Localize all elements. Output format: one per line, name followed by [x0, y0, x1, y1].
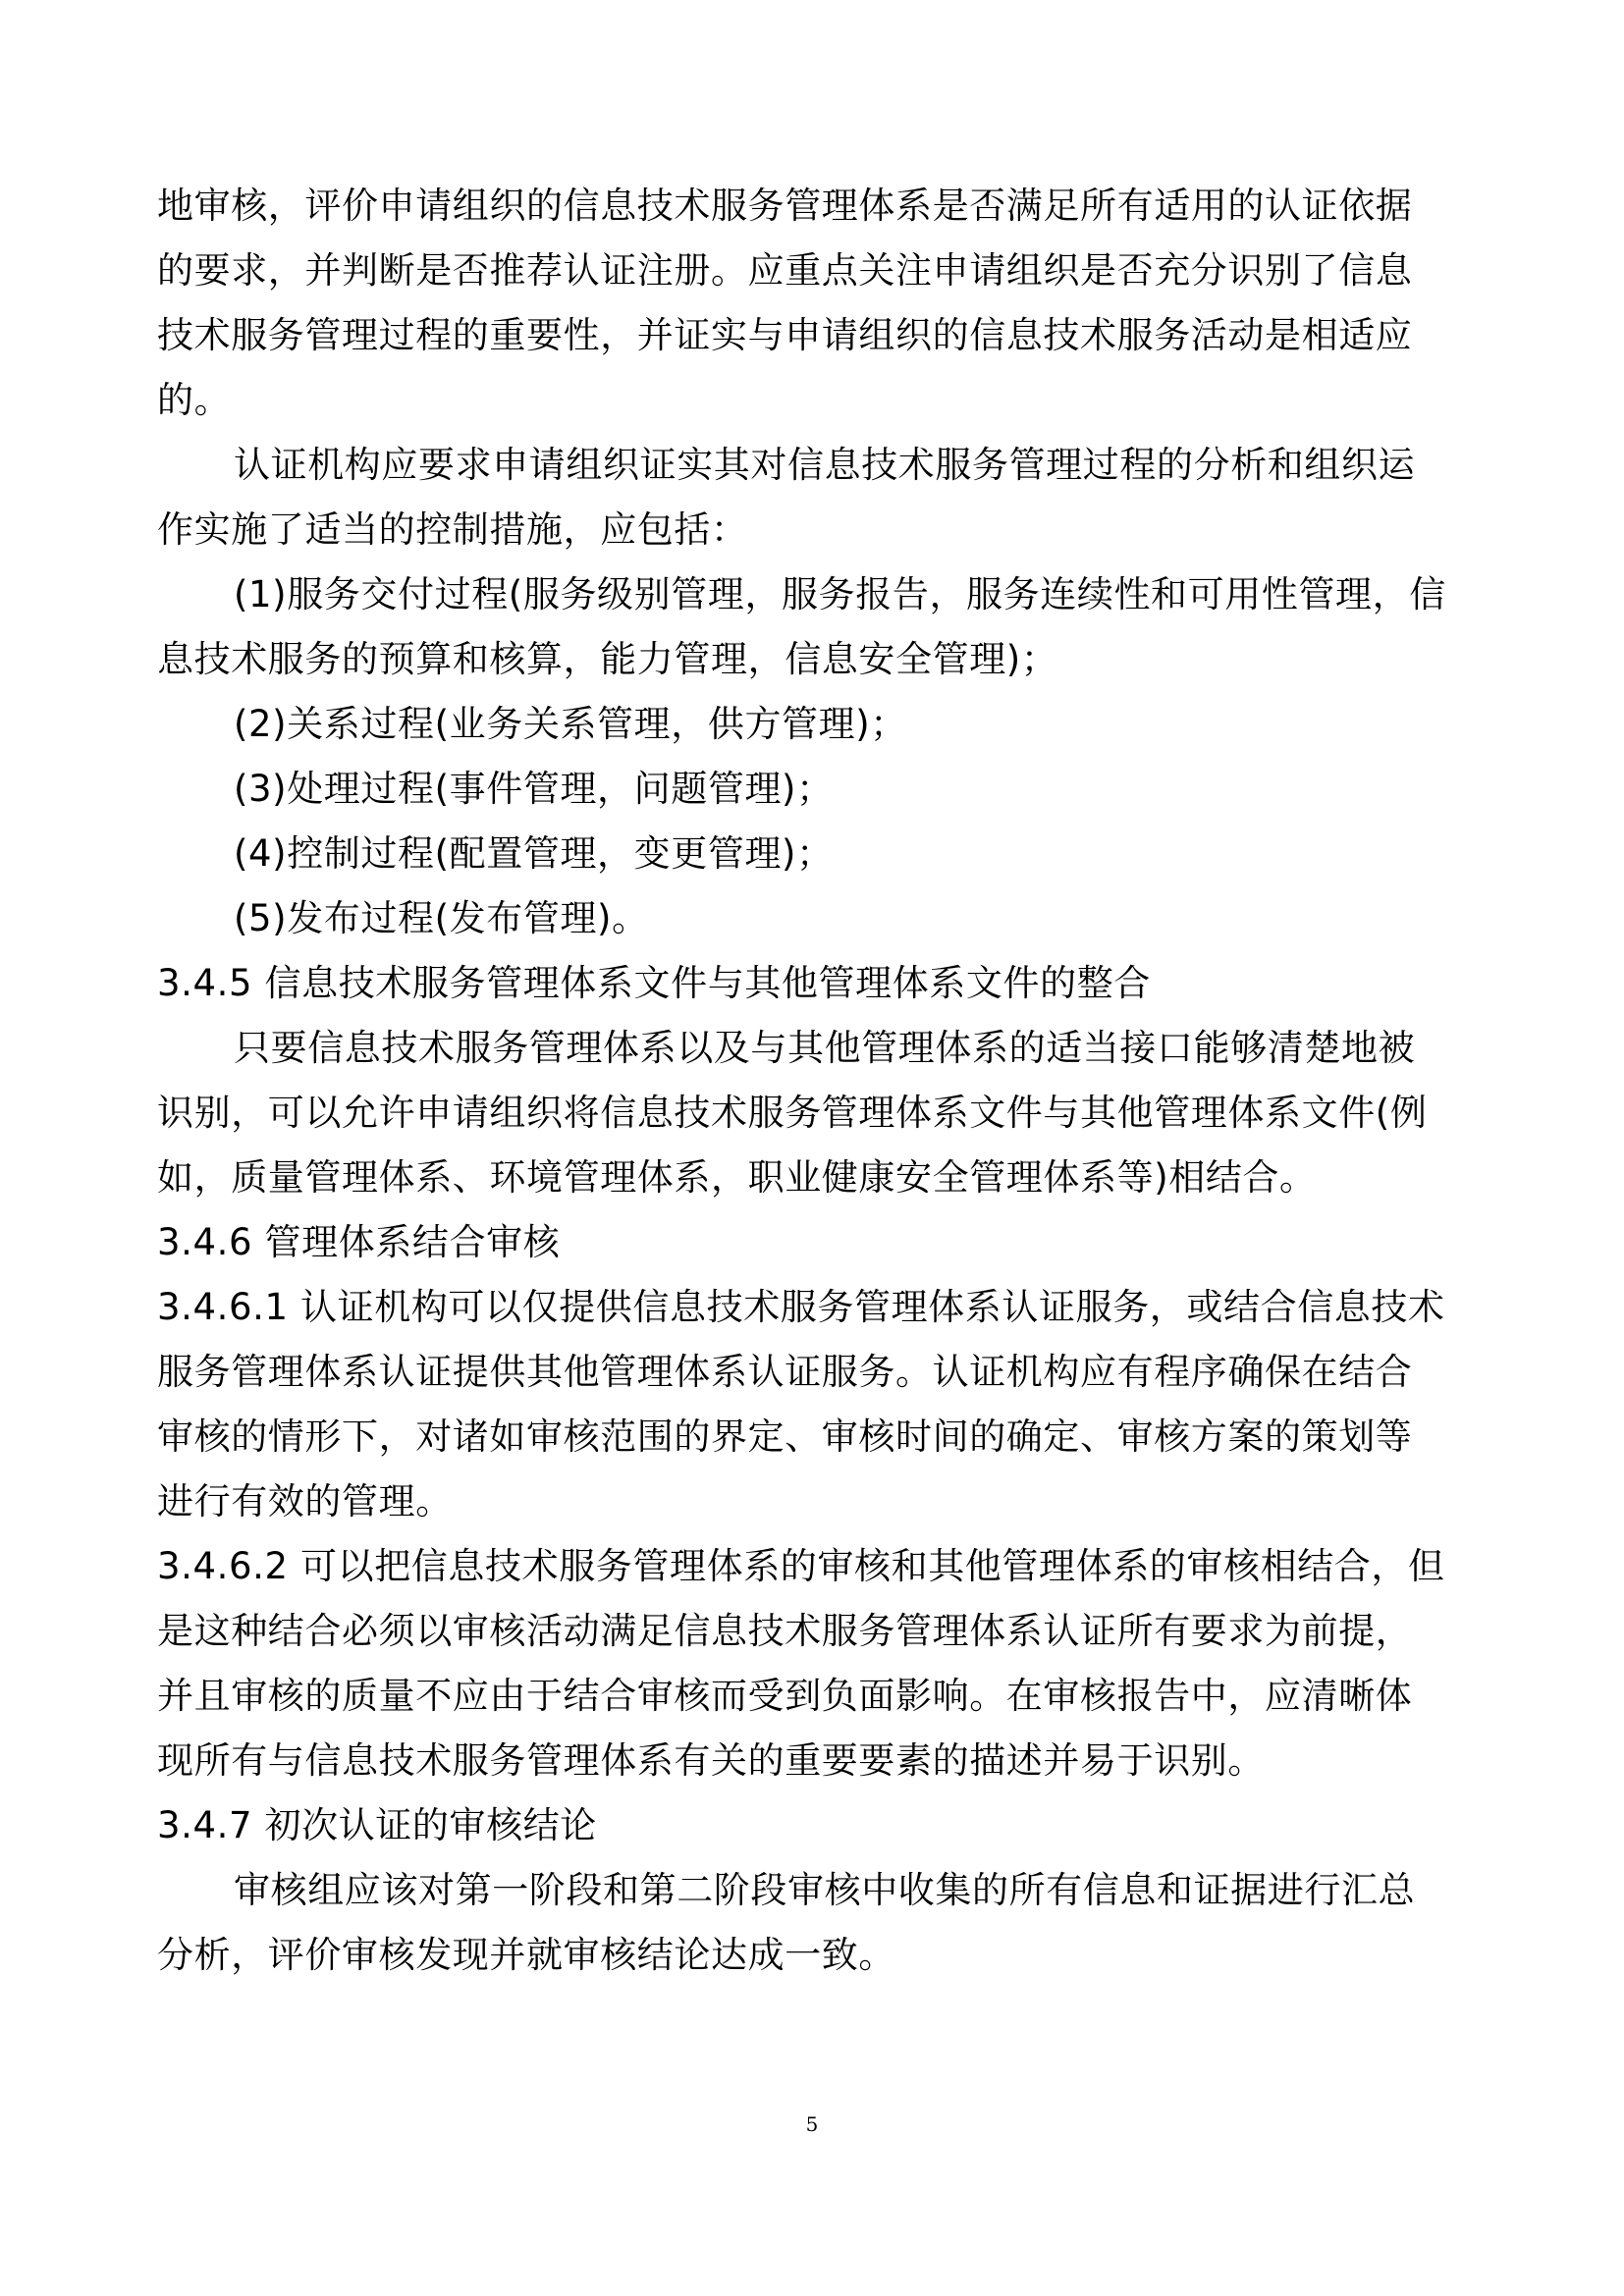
text-line: 地审核，评价申请组织的信息技术服务管理体系是否满足所有适用的认证依据: [157, 185, 1413, 227]
section-heading: 3.4.6 管理体系结合审核: [157, 1221, 561, 1263]
text-line: 息技术服务的预算和核算，能力管理，信息安全管理)；: [157, 638, 1058, 680]
text-line: 的。: [157, 379, 232, 421]
text-line: 分析，评价审核发现并就审核结论达成一致。: [157, 1934, 895, 1976]
text-line: 3.4.6.1 认证机构可以仅提供信息技术服务管理体系认证服务，或结合信息技术: [157, 1286, 1445, 1328]
text-line: 3.4.6.2 可以把信息技术服务管理体系的审核和其他管理体系的审核相结合，但: [157, 1545, 1445, 1587]
text-line: 作实施了适当的控制措施，应包括：: [157, 508, 748, 551]
text-line: 只要信息技术服务管理体系以及与其他管理体系的适当接口能够清楚地被: [234, 1027, 1416, 1069]
list-item: (3)处理过程(事件管理，问题管理)；: [234, 768, 834, 810]
section-heading: 3.4.7 初次认证的审核结论: [157, 1804, 597, 1846]
text-line: 服务管理体系认证提供其他管理体系认证服务。认证机构应有程序确保在结合: [157, 1351, 1413, 1393]
text-line: 审核组应该对第一阶段和第二阶段审核中收集的所有信息和证据进行汇总: [234, 1869, 1416, 1911]
text-line: 并且审核的质量不应由于结合审核而受到负面影响。在审核报告中，应清晰体: [157, 1675, 1413, 1717]
text-line: 的要求，并判断是否推荐认证注册。应重点关注申请组织是否充分识别了信息: [157, 249, 1413, 292]
list-item: (1)服务交付过程(服务级别管理，服务报告，服务连续性和可用性管理，信: [234, 573, 1446, 615]
page-number: 5: [805, 2112, 819, 2136]
list-item: (4)控制过程(配置管理，变更管理)；: [234, 832, 834, 875]
text-line: 现所有与信息技术服务管理体系有关的重要要素的描述并易于识别。: [157, 1739, 1265, 1782]
list-item: (5)发布过程(发布管理)。: [234, 897, 649, 939]
section-heading: 3.4.5 信息技术服务管理体系文件与其他管理体系文件的整合: [157, 962, 1151, 1004]
text-line: 如，质量管理体系、环境管理体系，职业健康安全管理体系等)相结合。: [157, 1156, 1317, 1199]
text-line: 识别，可以允许申请组织将信息技术服务管理体系文件与其他管理体系文件(例: [157, 1092, 1428, 1134]
text-line: 进行有效的管理。: [157, 1480, 453, 1522]
text-line: 认证机构应要求申请组织证实其对信息技术服务管理过程的分析和组织运: [234, 444, 1416, 486]
text-line: 是这种结合必须以审核活动满足信息技术服务管理体系认证所有要求为前提，: [157, 1610, 1413, 1652]
list-item: (2)关系过程(业务关系管理，供方管理)；: [234, 703, 907, 745]
text-line: 审核的情形下，对诸如审核范围的界定、审核时间的确定、审核方案的策划等: [157, 1415, 1413, 1458]
text-line: 技术服务管理过程的重要性，并证实与申请组织的信息技术服务活动是相适应: [157, 314, 1413, 356]
